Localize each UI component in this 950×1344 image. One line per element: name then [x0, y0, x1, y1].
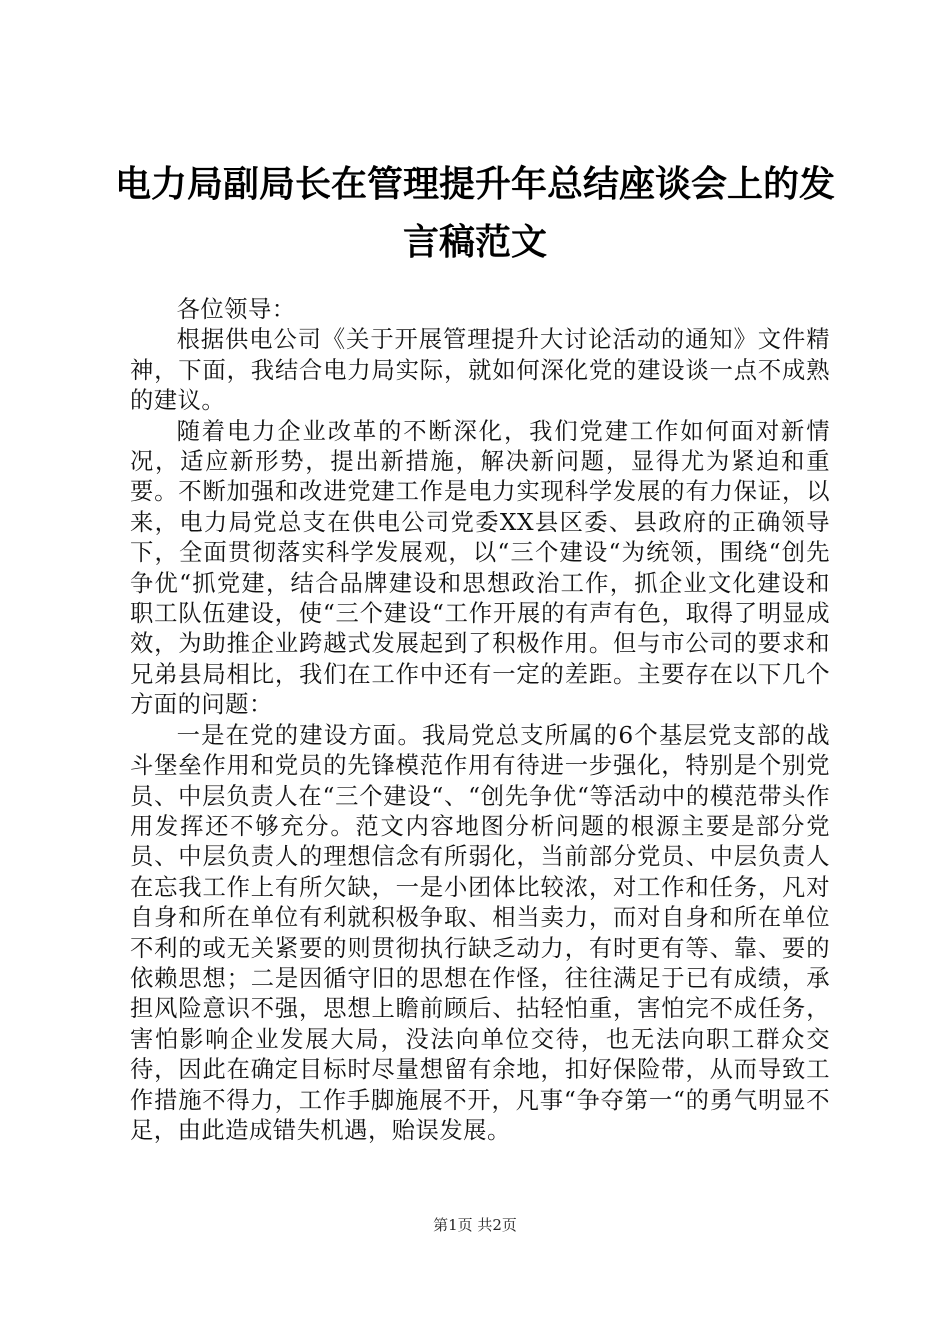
document-title-line-2: 言稿范文: [402, 222, 547, 263]
paragraph-party-building: 一是在党的建设方面。我局党总支所属的6个基层党支部的战斗堡垒作用和党员的先锋模范作用有待进一步强化，特别是个别党员、中层负责人在“三个建设“、“创先争优“等活动中的模范带头作用发挥还不够充分。范文内容地图分析问题的根源主要是部分党员、中层负责人的理想信念有所弱化，当前部分党员、中层负责人在忘我工作上有所欠缺，一是小团体比较浓，对工作和任务，凡对自身和所在单位有利就积极争取、相当卖力，而对自身和所在单位不利的或无关紧要的则贯彻执行缺乏动力，有时更有等、靠、要的依赖思想；二是因循守旧的思想在作怪，往往满足于已有成绩，承担风险意识不强，思想上瞻前顾后、拈轻怕重，害怕完不成任务，害怕影响企业发展大局，没法向单位交待，也无法向职工群众交待，因此在确定目标时尽量想留有余地，扣好保险带，从而导致工作措施不得力，工作手脚施展不开，凡事“争夺第一“的勇气明显不足，由此造成错失机遇，贻误发展。: [130, 721, 830, 1144]
document-body: [130, 295, 830, 1146]
page-number: 第1页 共2页: [433, 1216, 517, 1234]
document-title-line-1: 电力局副局长在管理提升年总结座谈会上的发: [114, 164, 835, 205]
salutation: 各位领导：: [176, 296, 296, 323]
paragraph-intro: 根据供电公司《关于开展管理提升大讨论活动的通知》文件精神，下面，我结合电力局实际，就如何深化党的建设谈一点不成熟的建议。: [130, 326, 830, 415]
paragraph-background: 随着电力企业改革的不断深化，我们党建工作如何面对新情况，适应新形势，提出新措施，解决新问题，显得尤为紧迫和重要。不断加强和改进党建工作是电力实现科学发展的有力保证，以来，电力局党总支在供电公司党委XX县区委、县政府的正确领导下，全面贯彻落实科学发展观，以“三个建设“为统领，围绕“创先争优“抓党建，结合品牌建设和思想政治工作，抓企业文化建设和职工队伍建设，使“三个建设“工作开展的有声有色，取得了明显成效，为助推企业跨越式发展起到了积极作用。但与市公司的要求和兄弟县局相比，我们在工作中还有一定的差距。主要存在以下几个方面的问题：: [130, 417, 830, 719]
